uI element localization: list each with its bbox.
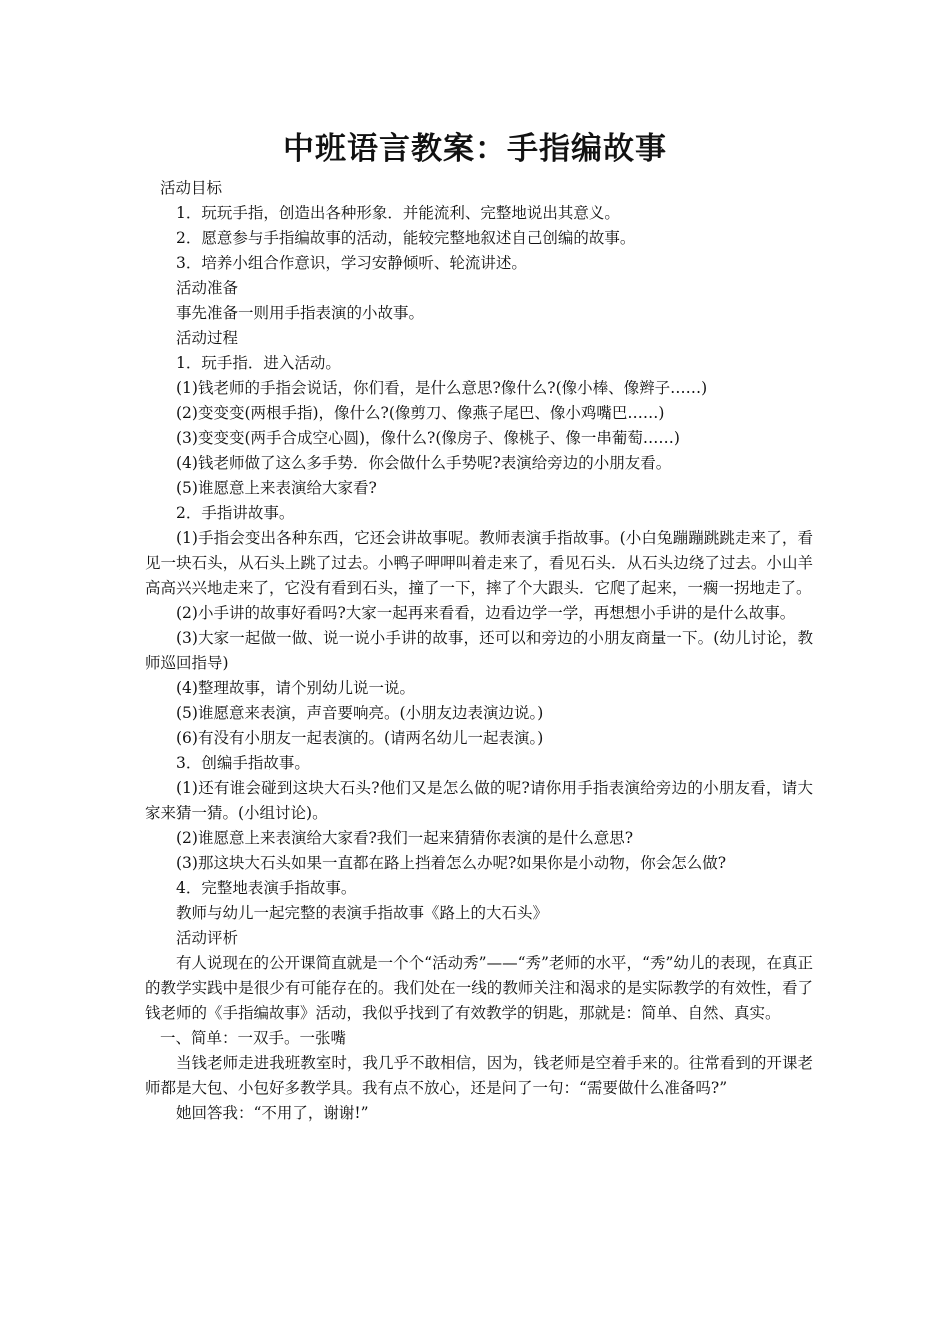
paragraph: (1)还有谁会碰到这块大石头?他们又是怎么做的呢?请你用手指表演给旁边的小朋友看，请大家来猜一猜。(小组讨论)。 [145, 779, 813, 822]
paragraph: 有人说现在的公开课简直就是一个个“活动秀”——“秀”老师的水平，“秀”幼儿的表现，在真正的教学实践中是很少有可能存在的。我们处在一线的教师关注和渴求的是实际教学的有效性，看了钱老师的《手指编故事》活动，我似乎找到了有效教学的钥匙，那就是：简单、自然、真实。 [145, 954, 813, 1022]
paragraph: 1．玩玩手指，创造出各种形象．并能流利、完整地说出其意义。 [176, 204, 620, 222]
paragraph: 2．手指讲故事。 [176, 504, 295, 522]
paragraph: 3．培养小组合作意识，学习安静倾听、轮流讲述。 [176, 254, 527, 272]
document-title: 中班语言教案：手指编故事 [283, 131, 667, 167]
paragraph: (5)谁愿意来表演，声音要响亮。(小朋友边表演边说。) [176, 704, 544, 722]
paragraph: 教师与幼儿一起完整的表演手指故事《路上的大石头》 [176, 904, 549, 922]
paragraph: (2)变变变(两根手指)，像什么?(像剪刀、像燕子尾巴、像小鸡嘴巴……) [176, 404, 665, 422]
paragraph: (4)整理故事，请个别幼儿说一说。 [176, 679, 415, 697]
paragraph: (6)有没有小朋友一起表演的。(请两名幼儿一起表演。) [176, 729, 544, 747]
paragraph: 1．玩手指．进入活动。 [176, 354, 341, 372]
paragraph: (3)大家一起做一做、说一说小手讲的故事，还可以和旁边的小朋友商量一下。(幼儿讨论，教师巡回指导) [145, 629, 813, 672]
paragraph: 活动过程 [176, 329, 239, 347]
paragraph: (1)钱老师的手指会说话，你们看，是什么意思?像什么?(像小棒、像辫子……) [176, 379, 708, 397]
paragraph: 活动目标 [160, 179, 223, 197]
paragraph: 当钱老师走进我班教室时，我几乎不敢相信，因为，钱老师是空着手来的。往常看到的开课老师都是大包、小包好多教学具。我有点不放心，还是问了一句：“需要做什么准备吗?” [145, 1054, 813, 1097]
document-body [145, 176, 813, 1126]
paragraph: (4)钱老师做了这么多手势．你会做什么手势呢?表演给旁边的小朋友看。 [176, 454, 672, 472]
paragraph: 事先准备一则用手指表演的小故事。 [176, 304, 425, 322]
paragraph: 活动评析 [176, 929, 239, 947]
paragraph: (2)谁愿意上来表演给大家看?我们一起来猜猜你表演的是什么意思? [176, 829, 634, 847]
paragraph: 活动准备 [176, 279, 239, 297]
paragraph: (3)变变变(两手合成空心圆)，像什么?(像房子、像桃子、像一串葡萄……) [176, 429, 680, 447]
paragraph: 4．完整地表演手指故事。 [176, 879, 357, 897]
paragraph: (2)小手讲的故事好看吗?大家一起再来看看，边看边学一学，再想想小手讲的是什么故事。 [176, 604, 796, 622]
paragraph: (5)谁愿意上来表演给大家看? [176, 479, 377, 497]
paragraph: 2．愿意参与手指编故事的活动，能较完整地叙述自己创编的故事。 [176, 229, 636, 247]
paragraph: 3．创编手指故事。 [176, 754, 310, 772]
paragraph: 一、简单：一双手。一张嘴 [160, 1029, 347, 1047]
paragraph: (1)手指会变出各种东西，它还会讲故事呢。教师表演手指故事。(小白兔蹦蹦跳跳走来了，看见一块石头，从石头上跳了过去。小鸭子呷呷叫着走来了，看见石头．从石头边绕了过去。小山羊高高兴兴地走来了，它没有看到石头，撞了一下，摔了个大跟头．它爬了起来，一瘸一拐地走了。 [145, 529, 813, 597]
paragraph: (3)那这块大石头如果一直都在路上挡着怎么办呢?如果你是小动物，你会怎么做? [176, 854, 727, 872]
paragraph: 她回答我：“不用了，谢谢!” [176, 1104, 369, 1122]
